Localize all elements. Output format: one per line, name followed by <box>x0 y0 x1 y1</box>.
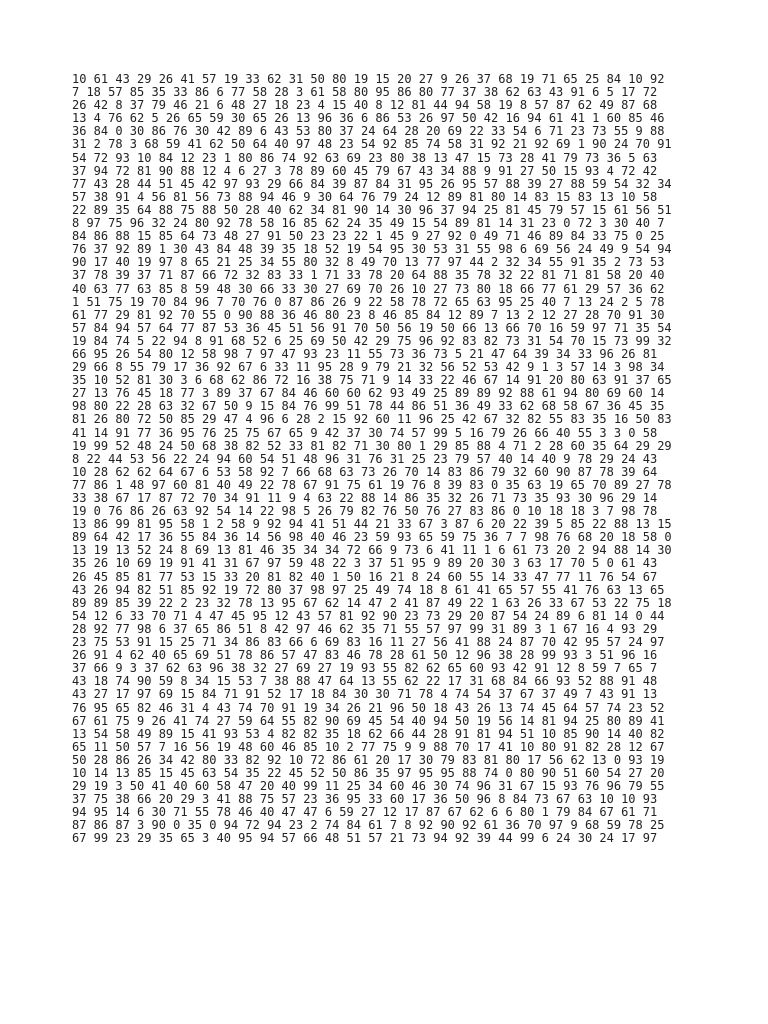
number-line: 81 26 80 72 50 85 29 47 4 96 6 28 2 15 92 60 11 96 25 42 67 32 82 55 83 35 16 50 83 <box>72 412 672 427</box>
number-line: 67 99 23 29 35 65 3 40 95 94 57 66 48 51 57 21 73 94 92 39 44 99 6 24 30 24 17 97 <box>72 831 658 846</box>
number-line: 13 19 13 52 24 8 69 13 81 46 35 34 34 72 66 9 73 6 41 11 1 6 61 73 20 2 94 88 14 30 <box>72 543 672 558</box>
number-line: 54 72 93 10 84 12 23 1 80 86 74 92 63 69 23 80 38 13 47 15 73 28 41 79 73 36 5 63 <box>72 150 658 165</box>
number-line: 27 13 76 45 18 77 3 89 37 67 84 46 60 60 62 93 49 25 89 89 92 88 61 94 80 69 60 14 <box>72 386 665 401</box>
number-line: 28 92 77 98 6 37 65 86 51 8 42 97 46 62 35 71 55 57 97 99 31 89 3 1 67 16 4 93 29 <box>72 621 658 636</box>
number-line: 77 86 1 48 97 60 81 40 49 22 78 67 91 75 61 19 76 8 39 83 0 35 63 19 65 70 89 27 78 <box>72 477 672 492</box>
number-line: 1 51 75 19 70 84 96 7 70 76 0 87 86 26 9 22 58 78 72 65 63 95 25 40 7 13 24 2 5 78 <box>72 294 665 309</box>
number-line: 35 10 52 81 30 3 6 68 62 86 72 16 38 75 71 9 14 33 22 46 67 14 91 20 80 63 91 37 65 <box>72 373 672 388</box>
number-line: 19 99 52 48 24 50 68 38 82 52 33 81 82 71 30 80 1 29 85 88 4 71 2 28 60 35 64 29 29 <box>72 438 672 453</box>
number-line: 37 94 72 81 90 88 12 4 6 27 3 78 89 60 45 79 67 43 34 88 9 91 27 50 15 93 4 72 42 <box>72 163 658 178</box>
number-line: 43 18 74 90 59 8 34 15 53 7 38 88 47 64 13 55 62 22 17 31 68 84 66 93 52 88 91 48 <box>72 674 658 689</box>
number-line: 35 26 10 69 19 91 41 31 67 97 59 48 22 3 37 51 95 9 89 20 30 3 63 17 70 5 0 61 43 <box>72 556 658 571</box>
number-line: 57 84 94 57 64 77 87 53 36 45 51 56 91 70 50 56 19 50 66 13 66 70 16 59 97 71 35 54 <box>72 320 672 335</box>
number-line: 43 27 17 97 69 15 84 71 91 52 17 18 84 30 30 71 78 4 74 54 37 67 37 49 7 43 91 13 <box>72 687 658 702</box>
number-line: 37 75 38 66 20 29 3 41 88 75 57 23 36 95 33 60 17 36 50 96 8 84 73 67 63 10 10 93 <box>72 792 658 807</box>
number-line: 66 95 26 54 80 12 58 98 7 97 47 93 23 11 55 73 36 73 5 21 47 64 39 34 33 96 26 81 <box>72 346 658 361</box>
number-line: 61 77 29 81 92 70 55 0 90 88 36 46 80 23 8 46 85 84 12 89 7 13 2 12 27 28 70 91 30 <box>72 307 665 322</box>
number-line: 23 75 53 91 15 25 71 34 86 83 66 6 69 83 16 11 27 56 41 88 24 87 70 42 95 57 24 97 <box>72 635 665 650</box>
number-line: 29 66 8 55 79 17 36 92 67 6 33 11 95 28 9 79 21 32 56 52 53 42 9 1 3 57 14 3 98 34 <box>72 360 665 375</box>
number-line: 54 12 6 33 70 71 4 47 45 95 12 43 57 81 92 90 23 73 29 20 87 54 24 89 6 81 14 0 44 <box>72 608 665 623</box>
number-line: 22 89 35 64 88 75 88 50 28 40 62 34 81 90 14 30 96 37 94 25 81 45 79 57 15 61 56 51 <box>72 202 672 217</box>
number-line: 26 45 85 81 77 53 15 33 20 81 82 40 1 50 16 21 8 24 60 55 14 33 47 77 11 76 54 67 <box>72 569 658 584</box>
number-line: 89 64 42 17 36 55 84 36 14 56 98 40 46 23 59 93 65 59 75 36 7 7 98 76 68 20 18 58 0 <box>72 530 672 545</box>
number-line: 76 95 65 82 46 31 4 43 74 70 91 19 34 26 21 96 50 18 43 26 13 74 45 64 57 74 23 52 <box>72 700 665 715</box>
number-line: 89 89 85 39 22 2 23 32 78 13 95 67 62 14 47 2 41 87 49 22 1 63 26 33 67 53 22 75 18 <box>72 595 672 610</box>
number-line: 13 86 99 81 95 58 1 2 58 9 92 94 41 51 44 21 33 67 3 87 6 20 22 39 5 85 22 88 13 15 <box>72 517 672 532</box>
number-line: 57 38 91 4 56 81 56 73 88 94 46 9 30 64 76 79 24 12 89 81 80 14 83 15 83 13 10 58 <box>72 189 658 204</box>
number-line: 41 14 91 77 36 95 76 25 75 67 65 9 42 37 30 74 57 99 5 16 79 26 66 40 55 3 3 0 58 <box>72 425 658 440</box>
number-line: 37 66 9 3 37 62 63 96 38 32 27 69 27 19 93 55 82 62 65 60 93 42 91 12 8 59 7 65 7 <box>72 661 658 676</box>
number-line: 98 80 22 28 63 32 67 50 9 15 84 76 99 51 78 44 86 51 36 49 33 62 68 58 67 36 45 35 <box>72 399 665 414</box>
number-line: 31 2 78 3 68 59 41 62 50 64 40 97 48 23 54 92 85 74 58 31 92 21 92 69 1 90 24 70 91 <box>72 137 672 152</box>
number-line: 77 43 28 44 51 45 42 97 93 29 66 84 39 87 84 31 95 26 95 57 88 39 27 88 59 54 32 34 <box>72 176 672 191</box>
number-line: 10 14 13 85 15 45 63 54 35 22 45 52 50 86 35 97 95 95 88 74 0 80 90 51 60 54 27 20 <box>72 765 665 780</box>
number-line: 37 78 39 37 71 87 66 72 32 83 33 1 71 33 78 20 64 88 35 78 32 22 81 71 81 58 20 40 <box>72 268 665 283</box>
number-line: 19 84 74 5 22 94 8 91 68 52 6 25 69 50 42 29 75 96 92 83 82 73 31 54 70 15 73 99 32 <box>72 333 672 348</box>
number-line: 26 91 4 62 40 65 69 51 78 86 57 47 83 46 78 28 61 50 12 96 38 28 99 93 3 51 96 16 <box>72 648 658 663</box>
number-line: 94 95 14 6 30 71 55 78 46 40 47 47 6 59 27 12 17 87 67 62 6 6 80 1 79 84 67 61 71 <box>72 805 658 820</box>
number-text-block <box>72 73 712 846</box>
number-line: 26 42 8 37 79 46 21 6 48 27 18 23 4 15 40 8 12 81 44 94 58 19 8 57 87 62 49 87 68 <box>72 98 658 113</box>
number-line: 87 86 87 3 90 0 35 0 94 72 94 23 2 74 84 61 7 8 92 90 92 61 36 70 97 9 68 59 78 25 <box>72 818 665 833</box>
number-line: 76 37 92 89 1 30 43 84 48 39 35 18 52 19 54 95 30 53 31 55 98 6 69 56 24 49 9 54 94 <box>72 242 672 257</box>
number-line: 36 84 0 30 86 76 30 42 89 6 43 53 80 37 24 64 28 20 69 22 33 54 6 71 23 73 55 9 88 <box>72 124 665 139</box>
number-line: 10 61 43 29 26 41 57 19 33 62 31 50 80 19 15 20 27 9 26 37 68 19 71 65 25 84 10 92 <box>72 72 665 86</box>
number-line: 13 54 58 49 89 15 41 93 53 4 82 82 35 18 62 66 44 28 91 81 94 51 10 85 90 14 40 82 <box>72 726 665 741</box>
number-line: 40 63 77 63 85 8 59 48 30 66 33 30 27 69 70 26 10 27 73 80 18 66 77 61 29 57 36 62 <box>72 281 665 296</box>
number-line: 10 28 62 62 64 67 6 53 58 92 7 66 68 63 73 26 70 14 83 86 79 32 60 90 87 78 39 64 <box>72 464 658 479</box>
number-line: 8 97 75 96 32 24 80 92 78 58 16 85 62 24 35 49 15 54 89 81 14 31 23 0 72 3 30 40 7 <box>72 216 665 231</box>
number-line: 7 18 57 85 35 33 86 6 77 58 28 3 61 58 80 95 86 80 77 37 38 62 63 43 91 6 5 17 72 <box>72 85 658 100</box>
number-line: 29 19 3 50 41 40 60 58 47 20 40 99 11 25 34 60 46 30 74 96 31 67 15 93 76 96 79 55 <box>72 779 665 794</box>
number-line: 43 26 94 82 51 85 92 19 72 80 37 98 97 25 49 74 18 8 61 41 65 57 55 41 76 63 13 65 <box>72 582 665 597</box>
number-line: 19 0 76 86 26 63 92 54 14 22 98 5 26 79 82 76 50 76 27 83 86 0 10 18 18 3 7 98 78 <box>72 504 658 519</box>
number-line: 67 61 75 9 26 41 74 27 59 64 55 82 90 69 45 54 40 94 50 19 56 14 81 94 25 80 89 41 <box>72 713 665 728</box>
number-line: 8 22 44 53 56 22 24 94 60 54 51 48 96 31 76 31 25 23 79 57 40 14 40 9 78 29 24 43 <box>72 451 658 466</box>
number-line: 65 11 50 57 7 16 56 19 48 60 46 85 10 2 77 75 9 9 88 70 17 41 10 80 91 82 28 12 67 <box>72 739 665 754</box>
number-line: 84 86 88 15 85 64 73 48 27 91 50 23 23 22 1 45 9 27 92 0 49 71 46 89 84 33 75 0 25 <box>72 229 665 244</box>
number-line: 90 17 40 19 97 8 65 21 25 34 55 80 32 8 49 70 13 77 97 44 2 32 34 55 91 35 2 73 53 <box>72 255 665 270</box>
number-line: 50 28 86 26 34 42 80 33 82 92 10 72 86 61 20 17 30 79 83 81 80 17 56 62 13 0 93 19 <box>72 752 665 767</box>
number-line: 13 4 76 62 5 26 65 59 30 65 26 13 96 36 6 86 53 26 97 50 42 16 94 61 41 1 60 85 46 <box>72 111 665 126</box>
number-line: 33 38 67 17 87 72 70 34 91 11 9 4 63 22 88 14 86 35 32 26 71 73 35 93 30 96 29 14 <box>72 491 658 505</box>
